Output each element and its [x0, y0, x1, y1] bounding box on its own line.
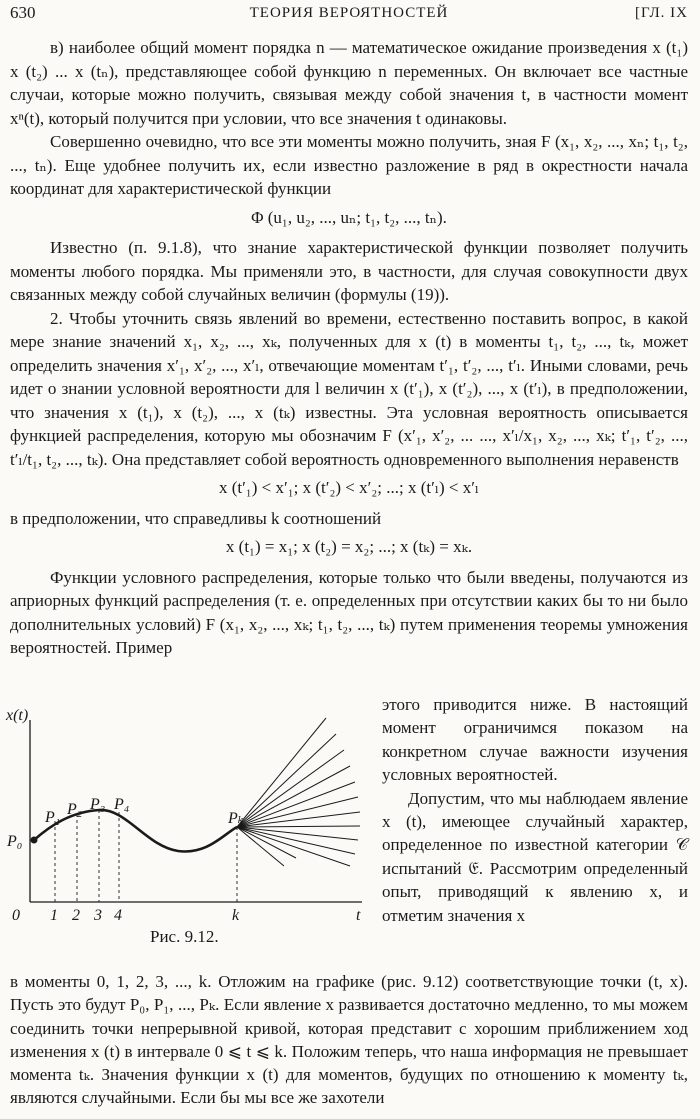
- future-fan: [237, 718, 360, 866]
- paragraph-example: этого приводится ниже. В настоящий момент ограничимся показом на конкретном случае важности изучения условных вероятностей.: [382, 695, 688, 785]
- running-title: ТЕОРИЯ ВЕРОЯТНОСТЕЙ: [249, 5, 449, 21]
- origin-label: 0: [12, 907, 20, 921]
- chapter-label: [ГЛ. IX: [634, 5, 688, 21]
- label-p1: P₁: [45, 809, 61, 826]
- label-p3: P₃: [90, 796, 106, 813]
- label-pk: Pₖ: [228, 810, 244, 827]
- x-axis-label: t: [356, 907, 361, 921]
- page-number: 630: [10, 3, 36, 22]
- paragraph-conditional-functions: Функции условного распределения, которые только что были введены, получаются из априорных функций распределения (т. е. определенных при отсутствии каких бы то ни было дополнительных условий) F (x₁, x₂, ..., xₖ; t₁, t₂, ..., tₖ) путем применения теоремы умножения вероятностей. Пример: [10, 567, 688, 657]
- tick-1: 1: [50, 907, 58, 921]
- label-p4: P₄: [114, 796, 130, 813]
- formula-characteristic-function: Φ (u₁, u₂, ..., uₙ; t₁, t₂, ..., tₙ).: [251, 207, 447, 227]
- paragraph-conditional: 2. Чтобы уточнить связь явлений во времени, естественно поставить вопрос, в какой мере знание значений x₁, x₂, ..., xₖ, полученных для x (t) в моменты t₁, t₂, ..., tₖ, может определить значения x′₁, x′₂, ..., x′ₗ, отвечающие моментам t′₁, t′₂, ..., t′ₗ. Иными словами, речь идет о знании условной вероятности для l величин x (t′₁), x (t′₂), ..., x (t′ₗ), в предположении, что значения x (t₁), x (t₂), ..., x (tₖ) известны. Эта условная вероятность описывается функцией распределения, которую мы обозначим F (x′₁, x′₂, ... ..., x′ₗ/x₁, x₂, ..., xₖ; t′₁, t′₂, ..., t′ₗ/t₁, t₂, ..., tₖ). Она представляет собой вероятность одновременного выполнения неравенств: [10, 308, 688, 469]
- paragraph-known: Известно (п. 9.1.8), что знание характеристической функции позволяет получить моменты любого порядка. Мы применяли это, в частности, для случая совокупности двух связанных между собой случайных величин (формулы (19)).: [10, 238, 688, 304]
- tick-4: 4: [114, 907, 122, 921]
- tick-k: k: [232, 907, 240, 921]
- paragraph-suppose: Допустим, что мы наблюдаем явление x (t), имеющее случайный характер, определенное по известной категории 𝒞 испытаний 𝔈. Рассмотрим определенный опыт, приводящий к явлению x, и отметим значения x: [382, 788, 688, 925]
- label-p2: P₂: [67, 801, 83, 818]
- tick-2: 2: [72, 907, 80, 921]
- label-p0: P₀: [7, 833, 23, 850]
- curve: [34, 810, 237, 852]
- page-header: [10, 3, 688, 25]
- main-text: [10, 36, 688, 660]
- figure-9-12: [0, 706, 370, 956]
- y-axis-label: x(t): [6, 707, 29, 724]
- paragraph-distribution: Совершенно очевидно, что все эти моменты можно получить, зная F (x₁, x₂, ..., xₙ; t₁, t₂, ..., tₙ). Еще удобнее получить их, если известно разложение в ряд в окрестности начала координат для характеристической функции: [10, 132, 688, 198]
- dashed-guides: [55, 810, 237, 902]
- lower-text: [10, 970, 688, 1110]
- right-column-text: [382, 693, 688, 927]
- paragraph-assumption: в предположении, что справедливы k соотношений: [10, 508, 382, 528]
- figure-caption: Рис. 9.12.: [150, 927, 219, 946]
- paragraph-moments: в) наиболее общий момент порядка n — математическое ожидание произведения x (t₁) x (t₂) ... x (tₙ), представляющее собой функцию n переменных. Он включает все частные случаи, которые можно получить, связывая между собой значения t, в частности момент xⁿ(t), который получится при условии, что все значения t одинаковы.: [10, 38, 688, 128]
- formula-inequalities: x (t′₁) < x′₁; x (t′₂) < x′₂; ...; x (t′ₗ) < x′ₗ: [218, 478, 480, 497]
- paragraph-moments-plot: в моменты 0, 1, 2, 3, ..., k. Отложим на графике (рис. 9.12) соответствующие точки (t, x). Пусть это будут P₀, P₁, ..., Pₖ. Если явление x развивается достаточно медленно, то мы можем соединить точки непрерывной кривой, которая представит с хорошим приближением ход изменения x (t) в интервале 0 ⩽ t ⩽ k. Положим теперь, что наша информация не превышает момента tₖ. Значения функции x (t) для моментов, будущих по отношению к моменту tₖ, являются случайными. Если бы мы все же захотели: [10, 972, 688, 1108]
- formula-equalities: x (t₁) = x₁; x (t₂) = x₂; ...; x (tₖ) = xₖ.: [225, 537, 473, 556]
- point-p0: [31, 837, 38, 844]
- figure-graph: [0, 706, 370, 921]
- tick-3: 3: [94, 907, 102, 921]
